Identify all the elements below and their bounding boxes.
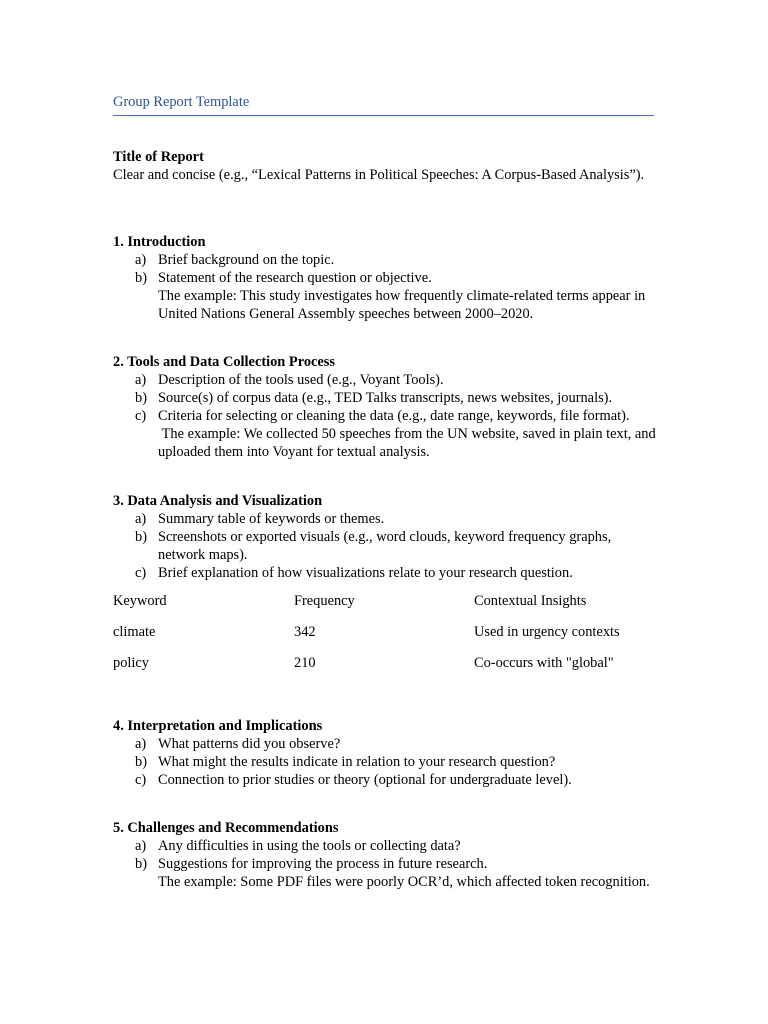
example-text: The example: We collected 50 speeches from the UN website, saved in plain text, and uploaded them into Voyant for textual analysis.: [158, 426, 660, 460]
list-item: [113, 371, 658, 389]
section-heading: 2. Tools and Data Collection Process: [113, 354, 335, 370]
table-cell: 210: [294, 655, 316, 671]
column-header: Contextual Insights: [474, 593, 587, 609]
list-item: [113, 510, 658, 528]
list-item-text: Brief explanation of how visualizations relate to your research question.: [158, 565, 573, 581]
list-item: [113, 753, 658, 771]
list-item: [113, 855, 658, 891]
table-header-row: [113, 592, 658, 623]
list-item-text: What patterns did you observe?: [158, 736, 341, 752]
list-item-text: Description of the tools used (e.g., Voyant Tools).: [158, 372, 444, 388]
list-item: [113, 564, 658, 582]
table-cell: 342: [294, 624, 316, 640]
list-marker: a): [135, 511, 147, 527]
section-heading: 1. Introduction: [113, 234, 206, 250]
list-item-text: Statement of the research question or objective.: [158, 270, 432, 286]
list-item: [113, 407, 658, 461]
list-item-text: What might the results indicate in relation to your research question?: [158, 754, 556, 770]
table-cell: climate: [113, 624, 156, 640]
list-item-text: Any difficulties in using the tools or collecting data?: [158, 838, 461, 854]
list-item: [113, 771, 658, 789]
list-item-text: Brief background on the topic.: [158, 252, 335, 268]
list-marker: a): [135, 372, 147, 388]
list-marker: b): [135, 270, 147, 286]
title-section: [113, 148, 658, 184]
section-item-list: [113, 837, 658, 891]
section-item-list: [113, 735, 658, 789]
section-item-list: [113, 371, 658, 461]
list-marker: b): [135, 856, 147, 872]
list-item: [113, 389, 658, 407]
list-marker: b): [135, 754, 147, 770]
column-header: Frequency: [294, 593, 355, 609]
keyword-table: [113, 592, 658, 685]
section-challenges: [113, 819, 658, 891]
section-heading: 4. Interpretation and Implications: [113, 718, 323, 734]
title-heading: Title of Report: [113, 149, 204, 165]
list-marker: c): [135, 565, 147, 581]
list-item: [113, 251, 658, 269]
list-item: [113, 528, 658, 564]
list-marker: a): [135, 736, 147, 752]
table-row: [113, 623, 658, 654]
table-cell: Co-occurs with "global": [474, 655, 614, 671]
list-item-text: Criteria for selecting or cleaning the data (e.g., date range, keywords, file format).: [158, 408, 630, 424]
section-interpretation: [113, 717, 658, 789]
section-heading: 3. Data Analysis and Visualization: [113, 493, 323, 509]
list-marker: a): [135, 838, 147, 854]
list-marker: a): [135, 252, 147, 268]
table-cell: Used in urgency contexts: [474, 624, 620, 640]
list-item: [113, 837, 658, 855]
header-divider: [113, 115, 654, 116]
list-item: [113, 735, 658, 753]
column-header: Keyword: [113, 593, 167, 609]
section-heading: 5. Challenges and Recommendations: [113, 820, 339, 836]
section-tools-data-collection: [113, 353, 658, 461]
table-cell: policy: [113, 655, 149, 671]
list-marker: b): [135, 390, 147, 406]
section-data-analysis: [113, 492, 658, 582]
list-item-text: Source(s) of corpus data (e.g., TED Talks transcripts, news websites, journals).: [158, 390, 613, 406]
list-item-text: Connection to prior studies or theory (optional for undergraduate level).: [158, 772, 572, 788]
list-marker: c): [135, 408, 147, 424]
table-row: [113, 654, 658, 685]
page-header-title: Group Report Template: [113, 94, 250, 110]
list-item-text: Summary table of keywords or themes.: [158, 511, 385, 527]
section-item-list: [113, 251, 658, 323]
list-marker: b): [135, 529, 147, 545]
example-text: The example: This study investigates how frequently climate-related terms appear in United Nations General Assembly speeches between 2000–2020.: [158, 288, 646, 322]
list-marker: c): [135, 772, 147, 788]
list-item-text: Screenshots or exported visuals (e.g., word clouds, keyword frequency graphs, network maps).: [158, 529, 612, 563]
section-item-list: [113, 510, 658, 582]
title-description: Clear and concise (e.g., “Lexical Patterns in Political Speeches: A Corpus-Based Analysis”).: [113, 167, 645, 183]
example-text: The example: Some PDF files were poorly OCR’d, which affected token recognition.: [158, 874, 650, 890]
list-item: [113, 269, 658, 323]
section-introduction: [113, 233, 658, 323]
list-item-text: Suggestions for improving the process in future research.: [158, 856, 488, 872]
